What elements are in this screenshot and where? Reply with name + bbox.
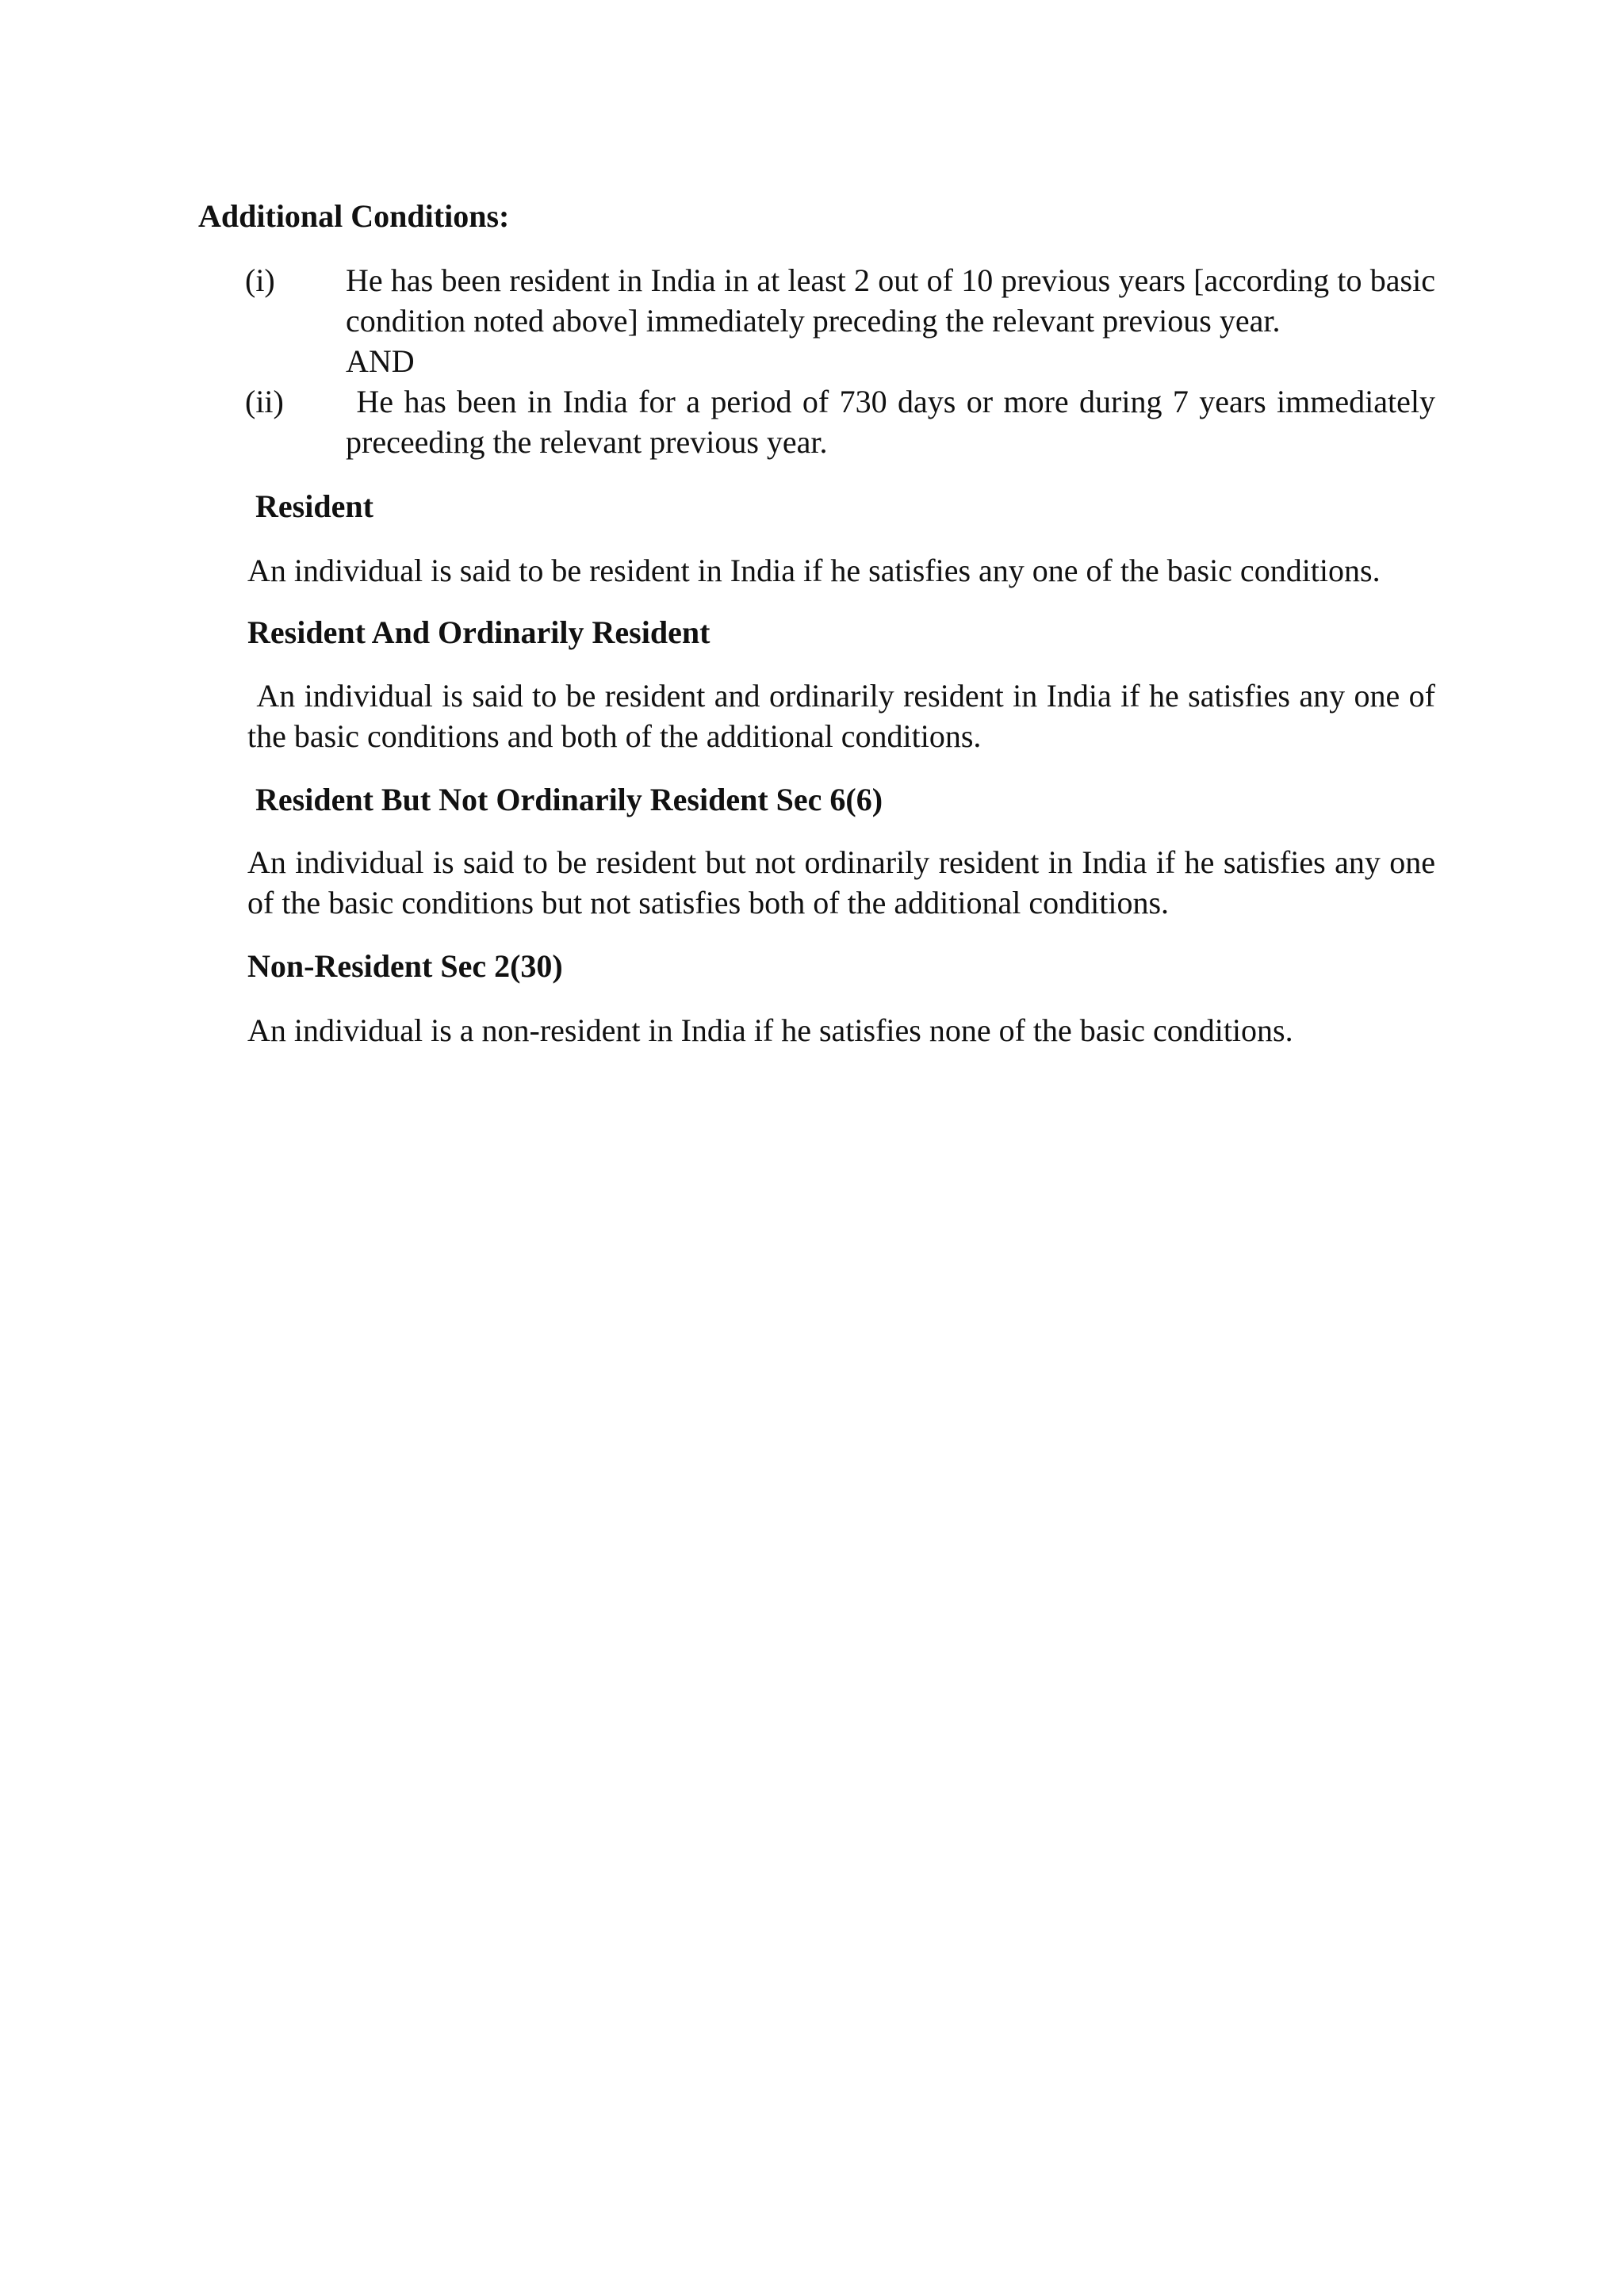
list-item-conjunction: AND — [346, 343, 415, 379]
section-body-resident-ordinarily-resident: An individual is said to be resident and ordinarily resident in India if he satisfies any one of the basic conditions and both of the additional conditions. — [247, 678, 1443, 754]
list-item-number: (i) — [245, 262, 275, 298]
list-item-number: (ii) — [245, 384, 284, 419]
section-body-non-resident: An individual is a non-resident in India if he satisfies none of the basic conditions. — [247, 1012, 1293, 1048]
additional-conditions-heading: Additional Conditions: — [198, 198, 510, 234]
section-heading-resident-ordinarily-resident: Resident And Ordinarily Resident — [247, 614, 710, 650]
section-heading-non-resident: Non-Resident Sec 2(30) — [247, 948, 563, 984]
list-item-text: He has been in India for a period of 730 days or more during 7 years immediately preceeding the relevant previous year. — [346, 384, 1443, 460]
section-body-resident-not-ordinarily-resident: An individual is said to be resident but not ordinarily resident in India if he satisfies any one of the basic conditions but not satisfies both of the additional conditions. — [247, 844, 1435, 920]
section-body-resident: An individual is said to be resident in India if he satisfies any one of the basic conditions. — [247, 553, 1381, 588]
section-heading-resident: Resident — [247, 488, 373, 524]
section-heading-resident-not-ordinarily-resident: Resident But Not Ordinarily Resident Sec 6(6) — [247, 782, 883, 817]
list-item-text: He has been resident in India in at least 2 out of 10 previous years [according to basic condition noted above] immediately preceding the relevant previous year. — [346, 262, 1435, 339]
